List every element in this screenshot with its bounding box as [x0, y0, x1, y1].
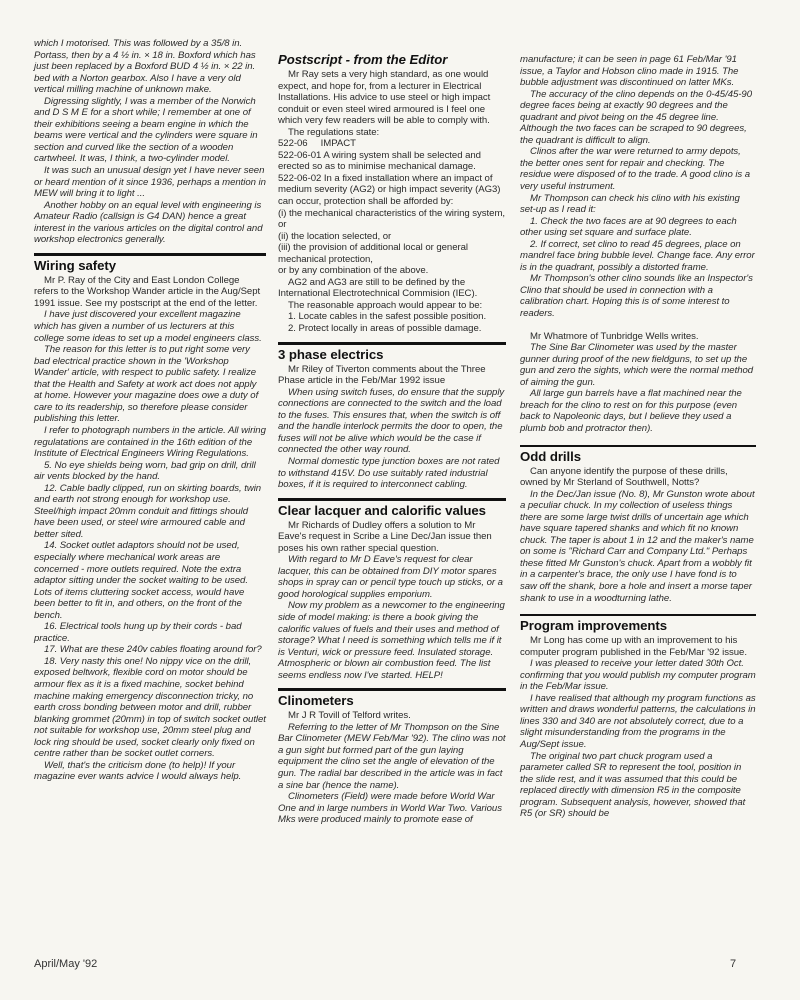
letter-paragraph: It was such an unusual design yet I have never seen or heard mention of it since 1936, perhaps a mention in MEW will bring it to light ... — [34, 165, 266, 200]
section-divider — [520, 445, 756, 447]
regulation-line: or by any combination of the above. — [278, 265, 429, 277]
letter-paragraph: In the Dec/Jan issue (No. 8), Mr Gunston wrote about a peculiar chuck. In my collection of useless things there are some large twist drills of uncertain age which have square tapered shanks and which fit no known chuck. The taper is about 1 in 12 and the maker's name on some is "Richard Carr and Company Ltd." Perhaps these fitted Mr Gunston's chuck. Apart from a wobbly fit in a carpenter's brace, the only use I have fond is to saw off the shank, bore a hole and insert a morse taper shank to use in a woodturning lathe. — [520, 488, 755, 604]
section-heading-3-phase-electrics: 3 phase electrics — [278, 346, 384, 362]
letter-paragraph: Now my problem as a newcomer to the engineering side of model making: is there a book giving the calorific values of fuels and their uses and method of storage? What I need is something which tells me if it is Venturi, wick or pressure feed. Insulated storage. Atmospheric or blown air combustion feed. The list seems endless now I've started. HELP! — [278, 600, 505, 681]
section-lead: Can anyone identify the purpose of these drills, owned by Mr Sterland of Southwell, Notts? — [520, 465, 728, 489]
letter-paragraph: Mr Thompson's other clino sounds like an Inspector's Clino that should be used in connection with a calibration chart. Hoping this is of some interest to readers. — [520, 273, 753, 320]
regulation-line: (iii) the provision of additional local or general mechanical protection, — [278, 242, 469, 265]
section-heading-clinometers: Clinometers — [278, 693, 354, 709]
regulation-line: (i) the mechanical characteristics of the wiring system, or — [278, 207, 505, 231]
letter-paragraph: manufacture; it can be seen in page 61 Feb/Mar '91 issue, a Taylor and Hobson clino made in 1915. The bubble adjustment was discontinued on latter MKs. — [520, 54, 739, 89]
letter-paragraph: With regard to Mr D Eave's request for clear lacquer, this can be obtained from DIY motor spares shops in spray can or pencil type touch up sticks, or a good horological supplies emporium. — [278, 554, 503, 600]
letter-paragraph: The accuracy of the clino depends on the 0-45/45-90 degree faces being at exactly 90 degrees and the quadrant and pivot being on the 45 degree line. Although the two faces can be scraped to 90 degrees, the quadrant is difficult to align. — [520, 88, 752, 146]
section-divider — [520, 614, 756, 616]
editor-paragraph: 2. Protect locally in areas of possible damage. — [288, 323, 482, 335]
section-lead: Mr Whatmore of Tunbridge Wells writes. — [530, 330, 699, 342]
section-heading-odd-drills: Odd drills — [520, 448, 582, 464]
letter-paragraph: I have realised that although my program functions as written and draws wonderful patterns, the calculations in lines 330 and 340 are not absolutely correct, due to a slight misunderstanding from the programs in the Aug/Sept issue. — [520, 692, 756, 750]
regulation-line: 522-06 IMPACT — [278, 138, 356, 150]
page-number: 7 — [730, 958, 737, 970]
regulation-line: 522-06-01 A wiring system shall be selected and erected so as to minimise mechanical damage. — [278, 149, 481, 173]
letter-paragraph: I refer to photograph numbers in the article. All wiring regulatations are contained in the 16th edition of the Institute of Electrical Engineers Wiring Regulations. — [34, 424, 266, 460]
letter-paragraph: Digressing slightly, I was a member of the Norwich and D S M E for a short while; I remember at one of their exhibitions seeing a beam engine in which the beams were vertical and the cylinders were square in section and curved like the section of a wooden cartwheel. It was, I think, a two-cylinder model. — [34, 95, 258, 165]
letter-paragraph: When using switch fuses, do ensure that the supply connections are connected to the switch and the load to the fuses. This ensures that, when the switch is off and the handle interlock permits the door to open, the fuses will not be alive which would be the case if connected the other way round. — [278, 386, 505, 456]
letter-paragraph: Clinos after the war were returned to army depots, the better ones sent for repair and checking. The residue were disposed of to the trade. A good clino is a very useful instrument. — [520, 146, 751, 193]
letter-paragraph: Normal domestic type junction boxes are not rated to withstand 415V. Do use suitably rated industrial boxes, if it is required to interconnect cabling. — [278, 455, 500, 491]
letter-paragraph: 2. If correct, set clino to read 45 degrees, place on mandrel face bring bubble level. Change face. Any error is in the quadrant, possibly a distorted frame. — [520, 238, 755, 273]
section-divider — [278, 498, 506, 501]
editor-paragraph: Mr Ray sets a very high standard, as one would expect, and hope for, from a lecturer in Electrical Installations. His advice to use steel or high impact conduit or even steel wired armoured is I feel one which very few readers will be able to comply with. — [278, 69, 491, 127]
section-divider — [34, 253, 266, 256]
letter-paragraph: Referring to the letter of Mr Thompson on the Sine Bar Clinometer (MEW Feb/Mar '92). The clino was not a gun sight but formed part of the gun laying equipment the clino set the angle of elevation of the gun. The radial bar described in the article was in fact a sine bar (hence the name). — [278, 721, 506, 791]
letter-paragraph: Mr Thompson can check his clino with his existing set-up as I read it: — [520, 192, 740, 216]
column-right — [520, 54, 756, 820]
letter-paragraph: I have just discovered your excellent magazine which has given a number of us lecturers at this college some ideas to set up a model engineers class. — [34, 309, 262, 344]
editor-paragraph: AG2 and AG3 are still to be defined by the International Electrotechnical Commision (IEC). — [278, 276, 478, 300]
section-divider — [278, 688, 506, 691]
column-middle — [278, 52, 506, 826]
letter-paragraph: 17. What are these 240v cables floating around for? — [44, 644, 262, 656]
regulation-line: 522-06-02 In a fixed installation where an impact of medium severity (AG2) or high impact severity (AG3) can occur, protection shall be afforded by: — [278, 172, 501, 208]
section-lead: Mr Richards of Dudley offers a solution to Mr Eave's request in Scribe a Line Dec/Jan issue then poses his own rather special question. — [278, 519, 492, 554]
letter-paragraph: The original two part chuck program used a parameter called SR to represent the tool, position in the slide rest, and it was assumed that this could be replaced directly with dimension R5 in the composite program. Subsequent analysis, however, showed that R5 (or SR) should be — [520, 750, 746, 820]
letter-paragraph: I was pleased to receive your letter dated 30th Oct. confirming that you would publish my computer program in the Feb/Mar issue. — [520, 658, 756, 693]
letter-paragraph: Another hobby on an equal level with engineering is Amateur Radio (callsign is G4 DAN) hence a great interest in the various articles on the digital control and workshop electronics generally. — [34, 199, 263, 246]
section-heading-wiring-safety: Wiring safety — [34, 257, 117, 273]
letter-paragraph: 12. Cable badly clipped, run on skirting boards, twin and earth not strong enough for workshop use. Steel/high impact 20mm conduit and fittings should have been used, or steel wire armoured cable and better sited. — [34, 482, 262, 540]
letter-paragraph: 1. Check the two faces are at 90 degrees to each other using set square and surface plate. — [520, 215, 737, 239]
section-lead: Mr Long has come up with an improvement to his computer program published in the Feb/Mar '92 issue. — [520, 635, 747, 658]
letter-paragraph: Well, that's the criticism done (to help)! If your magazine ever wants advice I would always help. — [34, 759, 242, 783]
letter-paragraph: The reason for this letter is to put right some very bad electrical practice shown in the 'Workshop Wander' article, with respect to public safety. I realize that the Health and Safety at work act does not apply at home. However your magazine does owe a duty of care to its readership, so therefore please consider publishing this letter. — [34, 344, 259, 425]
letter-paragraph: which I motorised. This was followed by a 35/8 in. Portass, then by a 4 ½ in. × 18 in. Boxford which has just been replaced by a Boxford BUD 4 ½ in. × 22 in. bed with a Norton gearbox. Also I have a very old vertical milling machine of unknown make. — [34, 38, 256, 96]
section-lead: Mr Riley of Tiverton comments about the Three Phase article in the Feb/Mar 1992 issue — [278, 363, 486, 387]
letter-paragraph: 5. No eye shields being worn, bad grip on drill, drill air vents blocked by the hand. — [34, 459, 256, 483]
column-left — [34, 38, 266, 783]
spacer — [520, 320, 756, 331]
editor-paragraph: 1. Locate cables in the safest possible position. — [288, 311, 487, 323]
letter-paragraph: 16. Electrical tools hung up by their cords - bad practice. — [34, 621, 242, 644]
section-divider — [278, 342, 506, 345]
letter-paragraph: 14. Socket outlet adaptors should not be used, especially where mechanical work areas are concerned - more outlets required. Note the extra adaptor sitting under the socket waiting to be used. Lots of items cluttering socket access, would have been better to fit in, and others, on the front of the bench. — [34, 540, 248, 621]
letter-paragraph: All large gun barrels have a flat machined near the breach for the clino to rest on for this purpose (even back to Napoleonic days, but I believe they used a plumb bob and protractor then). — [520, 388, 742, 434]
editor-paragraph: The regulations state: — [288, 126, 380, 138]
section-heading-clear-lacquer: Clear lacquer and calorific values — [278, 502, 486, 518]
regulation-line: (ii) the location selected, or — [278, 230, 392, 242]
editor-paragraph: The reasonable approach would appear to be: — [288, 299, 483, 311]
section-lead: Mr J R Tovill of Telford writes. — [288, 710, 411, 722]
letter-paragraph: Clinometers (Field) were made before World War One and in large numbers in World War Two. Various Mks were produced mainly to promote ease of — [278, 791, 502, 826]
section-heading-program-improvements: Program improvements — [520, 618, 668, 634]
issue-date: April/May '92 — [34, 958, 98, 970]
letter-paragraph: The Sine Bar Clinometer was used by the master gunner during proof of the new fieldguns, to set up the gun and zero the sights, which were the normal method of aiming the gun. — [520, 342, 754, 388]
letter-paragraph: 18. Very nasty this one! No nippy vice on the drill, exposed beltwork, flexible cord on motor should be armour flex as it is a fixed machine, socket behind machine making emergency disconnection tricky, no earth cross bonding between motor and drill, rubber blanking grommet (20mm) in top of switch socket outlet not suitable for workshop use, 20mm steel plug and lock ring should be used, socket clearly only fixed on centre rather than be socket outlet corners. — [34, 655, 266, 760]
section-lead: Mr P. Ray of the City and East London College refers to the Workshop Wander article in the Aug/Sept 1991 issue. See my postscript at the end of the letter. — [34, 274, 261, 309]
section-heading-postscript: Postscript - from the Editor — [278, 52, 448, 67]
